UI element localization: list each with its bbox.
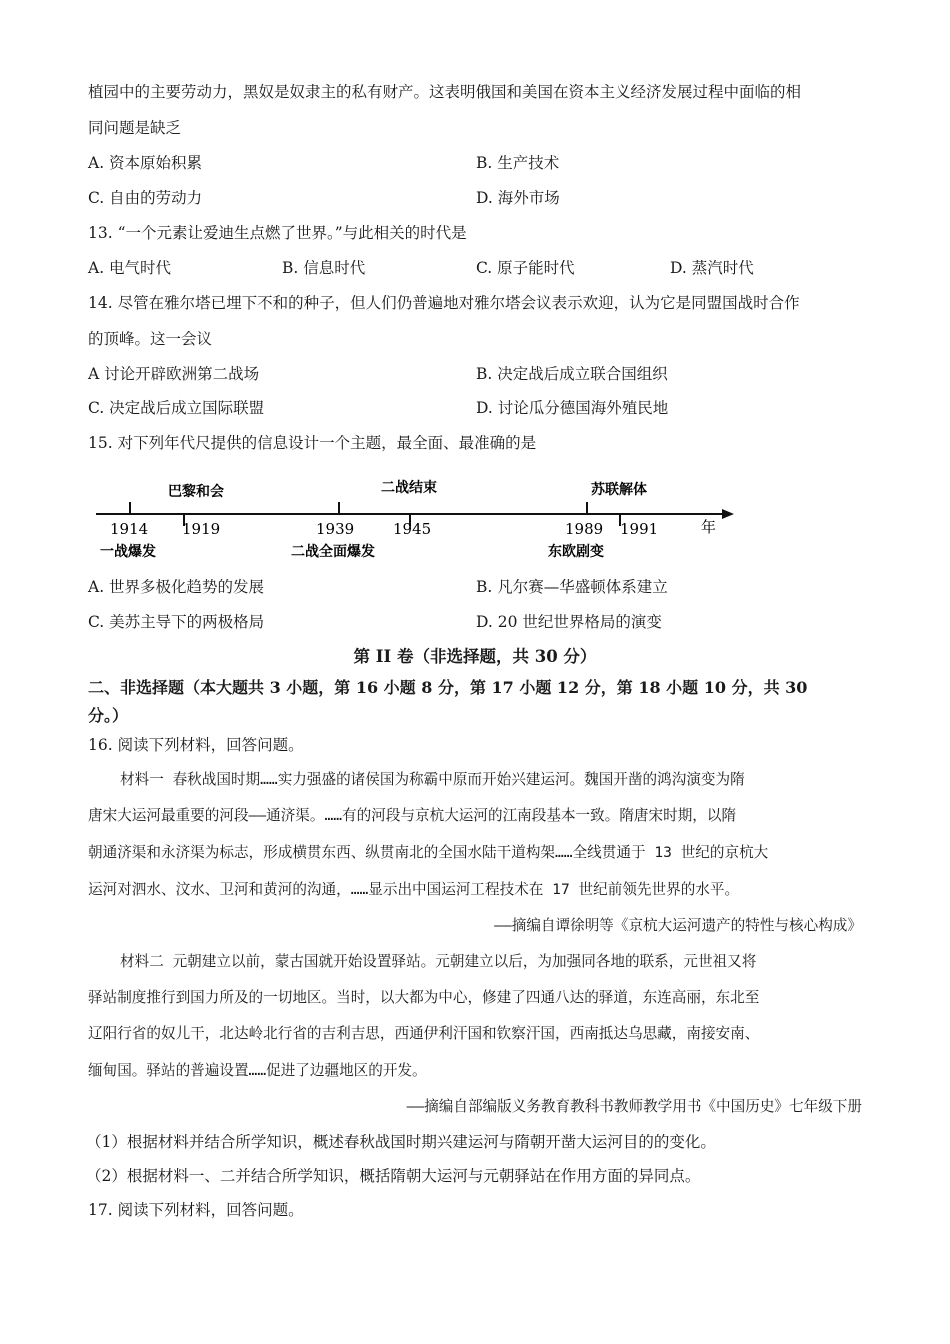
q13-option-c: C. 原子能时代 bbox=[476, 259, 575, 277]
q14-stem-line2: 的顶峰。这一会议 bbox=[88, 330, 213, 348]
event-ww2-full-outbreak: 二战全面爆发 bbox=[291, 544, 375, 560]
q12-stem-line1: 植园中的主要劳动力，黑奴是奴隶主的私有财产。这表明俄国和美国在资本主义经济发展过程中面临的相 bbox=[88, 83, 802, 101]
q16-stem: 16. 阅读下列材料，回答问题。 bbox=[88, 736, 304, 754]
part2-heading-line1: 二、非选择题（本大题共 3 小题，第 16 小题 8 分，第 17 小题 12 分，第 18 小题 10 分，共 30 bbox=[88, 678, 808, 697]
q13-option-a: A. 电气时代 bbox=[88, 259, 172, 277]
q12-option-b: B. 生产技术 bbox=[476, 154, 560, 172]
part2-heading-line2: 分。） bbox=[88, 706, 129, 725]
q16-material2-source: ——摘编自部编版义务教育教科书教师教学用书《中国历史》七年级下册 bbox=[406, 1098, 862, 1115]
event-ussr-dissolution: 苏联解体 bbox=[591, 482, 647, 498]
event-eastern-europe-upheaval: 东欧剧变 bbox=[548, 544, 604, 560]
q16-material2-line2: 驿站制度推行到国力所及的一切地区。当时，以大都为中心，修建了四通八达的驿道，东连高丽，东北至 bbox=[88, 989, 760, 1006]
q14-option-b: B. 决定战后成立联合国组织 bbox=[476, 365, 668, 383]
q15-stem: 15. 对下列年代尺提供的信息设计一个主题，最全面、最准确的是 bbox=[88, 434, 537, 452]
event-paris-conference: 巴黎和会 bbox=[168, 484, 224, 500]
q15-option-b: B. 凡尔赛—华盛顿体系建立 bbox=[476, 578, 668, 596]
timeline-unit: 年 bbox=[701, 518, 717, 536]
event-ww1-outbreak: 一战爆发 bbox=[100, 544, 156, 560]
q12-option-c: C. 自由的劳动力 bbox=[88, 189, 203, 207]
q16-subquestion-1: （1）根据材料并结合所学知识，概述春秋战国时期兴建运河与隋朝开凿大运河目的的变化。 bbox=[86, 1133, 716, 1151]
q13-stem: 13. “一个元素让爱迪生点燃了世界。”与此相关的时代是 bbox=[88, 224, 467, 242]
q16-material2-line1: 材料二 元朝建立以前，蒙古国就开始设置驿站。元朝建立以后，为加强同各地的联系，元世祖又将 bbox=[120, 953, 757, 970]
q15-option-c: C. 美苏主导下的两极格局 bbox=[88, 613, 265, 631]
timeline-arrowhead bbox=[722, 509, 734, 519]
year-1914: 1914 bbox=[110, 520, 149, 538]
q14-option-a: A 讨论开辟欧洲第二战场 bbox=[88, 365, 260, 383]
q15-option-a: A. 世界多极化趋势的发展 bbox=[88, 578, 265, 596]
q12-stem-line2: 同问题是缺乏 bbox=[88, 119, 182, 137]
event-ww2-end: 二战结束 bbox=[381, 480, 437, 496]
year-1989: 1989 bbox=[565, 520, 604, 538]
q16-material1-line2: 唐宋大运河最重要的河段——通济渠。……有的河段与京杭大运河的江南段基本一致。隋唐宋时期，以隋 bbox=[88, 807, 737, 824]
q13-option-d: D. 蒸汽时代 bbox=[670, 259, 754, 277]
q16-material1-line1: 材料一 春秋战国时期……实力强盛的诸侯国为称霸中原而开始兴建运河。魏国开凿的鸿沟演变为隋 bbox=[120, 771, 745, 788]
q16-material1-source: ——摘编自谭徐明等《京杭大运河遗产的特性与核心构成》 bbox=[494, 917, 862, 934]
q15-option-d: D. 20 世纪世界格局的演变 bbox=[476, 613, 662, 631]
q16-material2-line3: 辽阳行省的奴儿干，北达岭北行省的吉利吉思，西通伊利汗国和钦察汗国，西南抵达乌思藏，南接安南、 bbox=[88, 1025, 760, 1042]
q16-subquestion-2: （2）根据材料一、二并结合所学知识，概括隋朝大运河与元朝驿站在作用方面的异同点。 bbox=[86, 1167, 701, 1185]
part2-title: 第 II 卷（非选择题，共 30 分） bbox=[353, 647, 597, 666]
year-1945: 1945 bbox=[393, 520, 432, 538]
q16-material2-line4: 缅甸国。驿站的普遍设置……促进了边疆地区的开发。 bbox=[88, 1062, 427, 1079]
q13-option-b: B. 信息时代 bbox=[282, 259, 366, 277]
year-1991: 1991 bbox=[620, 520, 659, 538]
q16-material1-line3: 朝通济渠和永济渠为标志，形成横贯东西、纵贯南北的全国水陆干道构架……全线贯通于 13 世纪的京杭大 bbox=[88, 844, 769, 861]
q17-stem: 17. 阅读下列材料，回答问题。 bbox=[88, 1201, 304, 1219]
year-1919: 1919 bbox=[182, 520, 221, 538]
q12-option-d: D. 海外市场 bbox=[476, 189, 560, 207]
timeline-figure bbox=[88, 470, 748, 570]
q14-stem-line1: 14. 尽管在雅尔塔已埋下不和的种子，但人们仍普遍地对雅尔塔会议表示欢迎，认为它是同盟国战时合作 bbox=[88, 294, 800, 312]
q16-material1-line4: 运河对泗水、汶水、卫河和黄河的沟通，……显示出中国运河工程技术在 17 世纪前领先世界的水平。 bbox=[88, 881, 740, 898]
q14-option-d: D. 讨论瓜分德国海外殖民地 bbox=[476, 399, 669, 417]
year-1939: 1939 bbox=[316, 520, 355, 538]
q12-option-a: A. 资本原始积累 bbox=[88, 154, 203, 172]
q14-option-c: C. 决定战后成立国际联盟 bbox=[88, 399, 265, 417]
